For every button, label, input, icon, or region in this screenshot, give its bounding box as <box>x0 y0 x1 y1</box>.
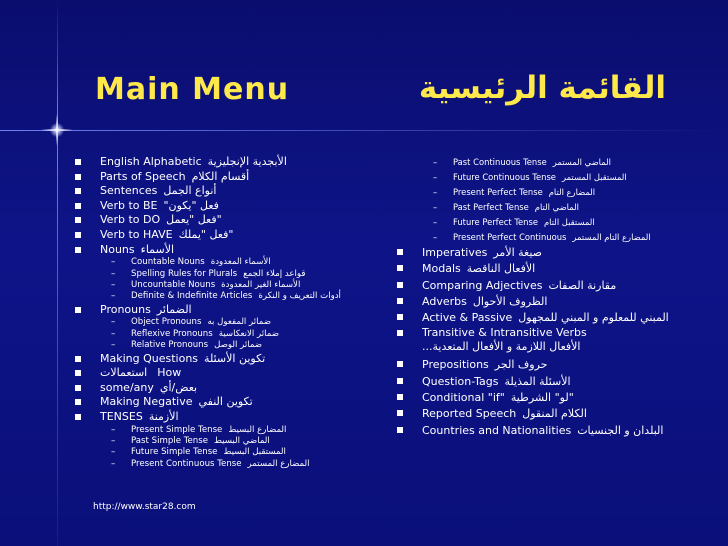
menu-item[interactable] <box>75 447 385 458</box>
menu-item[interactable] <box>75 395 385 410</box>
square-bullet-icon <box>75 399 81 405</box>
menu-item-arabic: الظروف الأحوال <box>472 294 548 308</box>
menu-item-english: Present Continuous Tense <box>131 458 242 469</box>
dash-bullet-icon: – <box>111 424 116 435</box>
menu-item-english: Definite & Indefinite Articles <box>131 291 253 302</box>
dash-bullet-icon: – <box>111 458 116 469</box>
square-bullet-icon <box>397 298 403 304</box>
menu-item-arabic: مقارنة الصفات <box>548 278 617 292</box>
menu-item[interactable] <box>75 317 385 328</box>
menu-item-arabic: البلدان و الجنسيات <box>577 423 664 437</box>
menu-item-arabic: الماضي المستمر <box>552 157 611 167</box>
menu-item-arabic: المبني للمعلوم و المبني للمجهول <box>518 311 669 325</box>
square-bullet-icon <box>75 356 81 362</box>
dash-bullet-icon: – <box>433 217 438 227</box>
menu-item-arabic: فعل "يكون" <box>163 198 219 212</box>
menu-item-english: Transitive & Intransitive Verbs <box>422 326 587 340</box>
menu-item[interactable] <box>75 352 385 367</box>
menu-item-arabic: "لو" الشرطية <box>510 391 574 405</box>
menu-item-arabic: الأسماء المعدودة <box>210 257 271 268</box>
dash-bullet-icon: – <box>111 435 116 446</box>
menu-item[interactable] <box>75 303 385 318</box>
menu-item-english: Question-Tags <box>422 374 499 388</box>
menu-item-arabic: الماضي البسيط <box>214 435 270 446</box>
square-bullet-icon <box>397 378 403 384</box>
menu-item-english: Present Simple Tense <box>131 424 223 435</box>
menu-item-arabic: استعمالات <box>100 366 148 380</box>
square-bullet-icon <box>75 247 81 253</box>
menu-item-arabic: ضمائر الانعكاسية <box>218 328 280 339</box>
menu-item[interactable] <box>397 423 717 439</box>
menu-item[interactable] <box>397 357 717 373</box>
menu-item-arabic: أقسام الكلام <box>191 169 250 183</box>
menu-item[interactable] <box>75 425 385 436</box>
menu-item[interactable] <box>75 199 385 214</box>
dash-bullet-icon: – <box>111 291 116 302</box>
square-bullet-icon <box>397 314 403 320</box>
footer-url[interactable]: http://www.star28.com <box>93 502 196 512</box>
menu-item-arabic: تكوين النفي <box>198 395 253 409</box>
menu-item[interactable] <box>397 261 717 277</box>
menu-item-arabic: الضمائر <box>156 302 192 316</box>
menu-item-english: TENSES <box>100 409 143 423</box>
menu-item-english: Nouns <box>100 242 135 256</box>
menu-item[interactable] <box>75 243 385 258</box>
menu-item-english: Future Continuous Tense <box>453 172 556 182</box>
menu-item-arabic: بعض/أي <box>159 380 198 394</box>
menu-item-english: Verb to BE <box>100 198 158 212</box>
menu-item-english: Making Questions <box>100 351 199 365</box>
square-bullet-icon <box>397 330 403 336</box>
dash-bullet-icon: – <box>433 232 438 242</box>
menu-item[interactable] <box>75 340 385 351</box>
title-arabic: القائمة الرئيسية <box>418 70 666 106</box>
menu-item[interactable] <box>75 213 385 228</box>
square-bullet-icon <box>397 249 403 255</box>
menu-item[interactable] <box>75 410 385 425</box>
menu-item-arabic: الأفعال الناقصة <box>466 262 536 276</box>
menu-item-english: Present Perfect Continuous <box>453 232 567 242</box>
square-bullet-icon <box>75 217 81 223</box>
menu-item[interactable] <box>397 230 717 245</box>
horizontal-rule <box>0 130 728 131</box>
menu-item-arabic: الأزمنة <box>148 409 179 423</box>
menu-item[interactable] <box>397 200 717 215</box>
menu-item[interactable] <box>397 170 717 185</box>
menu-item-arabic: المستقبل التام <box>544 217 595 227</box>
menu-item-english: Making Negative <box>100 395 193 409</box>
menu-item-english: Countable Nouns <box>131 257 205 268</box>
menu-item-english: Parts of Speech <box>100 169 186 183</box>
menu-item[interactable] <box>75 459 385 470</box>
square-bullet-icon <box>397 282 403 288</box>
dash-bullet-icon: – <box>111 328 116 339</box>
menu-item-english: Verb to DO <box>100 213 161 227</box>
menu-item-arabic: الأسئلة المذيلة <box>504 374 571 388</box>
menu-item-arabic: المضارع التام <box>548 187 596 197</box>
title-english: Main Menu <box>95 72 290 107</box>
menu-item[interactable] <box>397 185 717 200</box>
menu-item-arabic: الكلام المنقول <box>522 407 587 421</box>
menu-item[interactable] <box>397 245 717 261</box>
menu-item-english: Conditional "if" <box>422 391 505 405</box>
square-bullet-icon <box>397 265 403 271</box>
menu-item-english: Pronouns <box>100 302 151 316</box>
right-menu-list <box>397 155 717 439</box>
dash-bullet-icon: – <box>433 187 438 197</box>
menu-item-arabic: المضارع البسيط <box>228 424 287 435</box>
menu-item-arabic: المضارع التام المستمر <box>572 232 651 242</box>
menu-item[interactable] <box>75 257 385 268</box>
menu-item-english: Adverbs <box>422 294 467 308</box>
dash-bullet-icon: – <box>433 202 438 212</box>
dash-bullet-icon: – <box>111 317 116 328</box>
vertical-rule <box>57 0 58 546</box>
square-bullet-icon <box>75 188 81 194</box>
dash-bullet-icon: – <box>111 257 116 268</box>
menu-item-english: Past Perfect Tense <box>453 202 529 212</box>
square-bullet-icon <box>75 159 81 165</box>
menu-item[interactable] <box>397 215 717 230</box>
menu-item-arabic: قواعد إملاء الجمع <box>243 268 306 279</box>
menu-item-arabic: الأسماء الغير المعدودة <box>221 279 301 290</box>
menu-item-english: Reflexive Pronouns <box>131 328 213 339</box>
menu-item-arabic: أدوات التعريف و النكرة <box>258 291 341 302</box>
menu-item[interactable] <box>397 310 717 326</box>
sparkle-glow <box>50 123 64 137</box>
menu-item[interactable] <box>75 381 385 396</box>
menu-item[interactable] <box>75 170 385 185</box>
square-bullet-icon <box>75 203 81 209</box>
square-bullet-icon <box>75 307 81 313</box>
menu-item[interactable] <box>397 278 717 294</box>
menu-item-arabic: الأبجدية الإنجليزية <box>207 155 287 168</box>
menu-item-english: Verb to HAVE <box>100 227 173 241</box>
left-menu-list <box>75 155 385 470</box>
menu-item-english: How <box>157 366 182 380</box>
menu-item[interactable] <box>397 155 717 170</box>
menu-item-arabic: صيغة الأمر <box>493 246 543 259</box>
menu-item-english: Past Continuous Tense <box>453 157 547 167</box>
menu-item-arabic: تكوين الأسئلة <box>204 351 266 365</box>
menu-item-english: Sentences <box>100 184 158 198</box>
menu-item[interactable] <box>75 155 385 170</box>
menu-item-english: Past Simple Tense <box>131 435 209 446</box>
dash-bullet-icon: – <box>111 268 116 279</box>
square-bullet-icon <box>75 370 81 376</box>
menu-item[interactable] <box>75 366 385 381</box>
menu-item-english: Imperatives <box>422 246 488 259</box>
square-bullet-icon <box>75 385 81 391</box>
dash-bullet-icon: – <box>111 279 116 290</box>
menu-item-arabic: ضمائر المفعول به <box>207 317 272 328</box>
menu-item[interactable] <box>75 228 385 243</box>
menu-item-arabic: المستقبل المستمر <box>561 172 627 182</box>
square-bullet-icon <box>75 232 81 238</box>
menu-item-english: Countries and Nationalities <box>422 423 572 437</box>
menu-item-arabic: أنواع الجمل <box>163 184 217 198</box>
menu-item-english: Prepositions <box>422 358 489 372</box>
menu-item-english: Object Pronouns <box>131 317 202 328</box>
menu-item-english: Present Perfect Tense <box>453 187 543 197</box>
menu-item-english: Future Perfect Tense <box>453 217 538 227</box>
square-bullet-icon <box>397 394 403 400</box>
dash-bullet-icon: – <box>433 157 438 167</box>
menu-item-english: Future Simple Tense <box>131 447 218 458</box>
square-bullet-icon <box>75 414 81 420</box>
menu-item[interactable] <box>75 184 385 199</box>
menu-item-arabic: الأسماء <box>140 242 175 256</box>
menu-item-arabic: "فعل "يملك <box>178 227 234 241</box>
menu-item-english: Modals <box>422 262 461 276</box>
menu-item-arabic: "فعل "يعمل <box>166 213 222 227</box>
menu-item-arabic: الماضي التام <box>534 202 579 212</box>
menu-item-english: Uncountable Nouns <box>131 279 216 290</box>
menu-item[interactable] <box>397 294 717 310</box>
menu-item[interactable] <box>397 326 717 357</box>
dash-bullet-icon: – <box>111 340 116 351</box>
menu-item[interactable] <box>75 329 385 340</box>
menu-item[interactable] <box>75 291 385 302</box>
square-bullet-icon <box>397 410 403 416</box>
dash-bullet-icon: – <box>433 172 438 182</box>
menu-item-arabic: حروف الجر <box>494 358 548 372</box>
menu-item[interactable] <box>397 374 717 390</box>
menu-item-arabic: المستقبل البسيط <box>223 447 286 458</box>
menu-item[interactable] <box>75 269 385 280</box>
square-bullet-icon <box>397 361 403 367</box>
menu-item[interactable] <box>397 390 717 406</box>
menu-item-english: English Alphabetic <box>100 155 202 168</box>
square-bullet-icon <box>397 427 403 433</box>
menu-item-english: Comparing Adjectives <box>422 278 543 292</box>
dash-bullet-icon: – <box>111 447 116 458</box>
square-bullet-icon <box>75 174 81 180</box>
menu-item-english: Spelling Rules for Plurals <box>131 268 238 279</box>
menu-item[interactable] <box>75 280 385 291</box>
menu-item-arabic: الأفعال اللازمة و الأفعال المتعدية... <box>422 340 581 354</box>
menu-item[interactable] <box>75 436 385 447</box>
menu-item-english: some/any <box>100 380 154 394</box>
menu-item-arabic: المضارع المستمر <box>247 458 310 469</box>
menu-item[interactable] <box>397 406 717 422</box>
menu-item-english: Active & Passive <box>422 311 513 325</box>
menu-item-english: Reported Speech <box>422 407 517 421</box>
menu-item-arabic: ضمائر الوصل <box>214 340 263 351</box>
menu-item-english: Relative Pronouns <box>131 340 209 351</box>
